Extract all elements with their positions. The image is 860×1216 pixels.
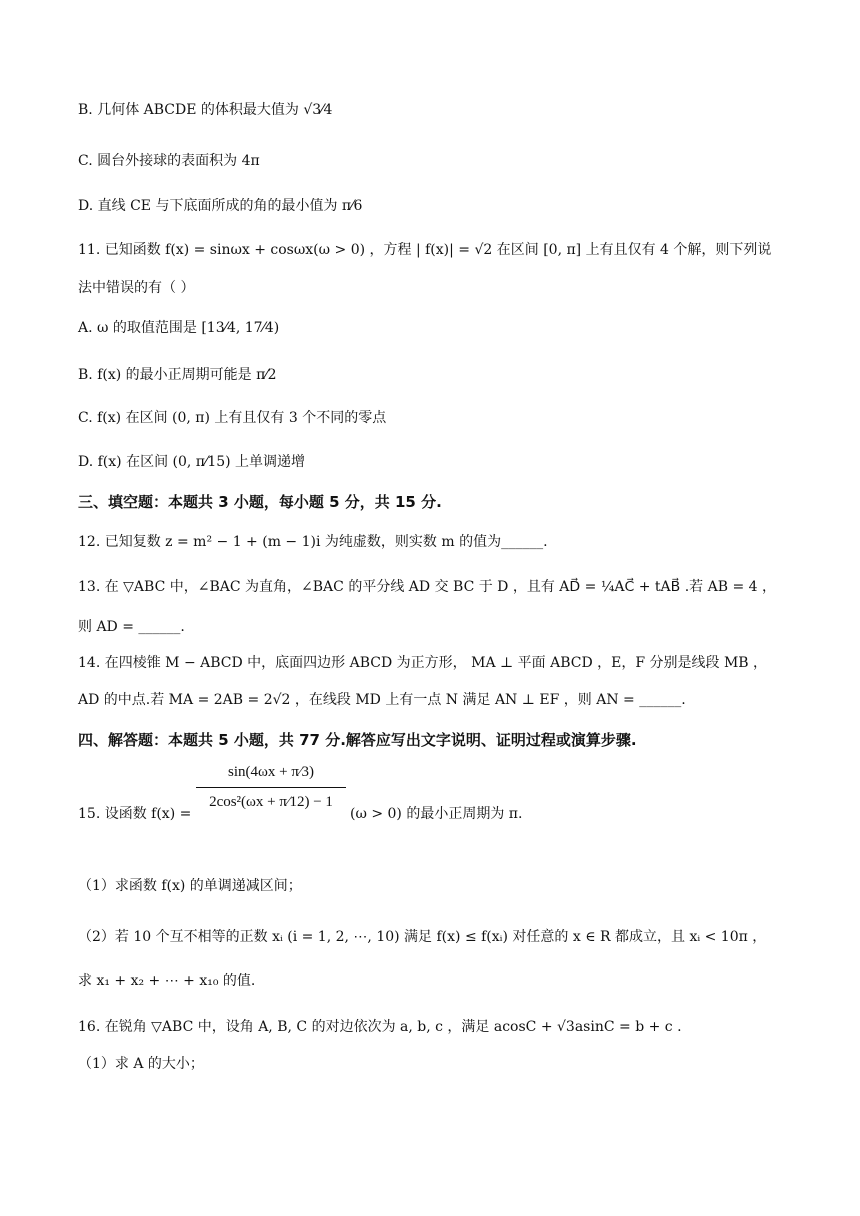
option-c-q10: C. 圆台外接球的表面积为 4π xyxy=(78,153,260,169)
option-d-q11: D. f(x) 在区间 (0, π⁄15) 上单调递增 xyxy=(78,454,306,470)
question-15-lead: 15. 设函数 f(x) = xyxy=(78,806,192,822)
question-11-stem-cont: 法中错误的有（ ） xyxy=(78,280,195,296)
question-15-part-2: （2）若 10 个互不相等的正数 xᵢ (i = 1, 2, ⋯, 10) 满足 f(x) ≤ f(xᵢ) 对任意的 x ∈ R 都成立，且 xᵢ < 10π ， xyxy=(78,929,767,945)
question-11-stem: 11. 已知函数 f(x) = sinωx + cosωx(ω > 0) ，方程 | f(x)| = √2 在区间 [0, π] 上有且仅有 4 个解，则下列说 xyxy=(78,242,772,258)
fraction-numerator: sin(4ωx + π⁄3) xyxy=(196,764,346,788)
option-b-q11: B. f(x) 的最小正周期可能是 π⁄2 xyxy=(78,367,277,383)
question-15-fraction xyxy=(196,764,346,811)
question-12: 12. 已知复数 z = m² − 1 + (m − 1)i 为纯虚数，则实数 m 的值为______. xyxy=(78,534,548,550)
question-16-part-1: （1）求 A 的大小； xyxy=(78,1056,204,1072)
option-b-q10: B. 几何体 ABCDE 的体积最大值为 √3⁄4 xyxy=(78,102,333,118)
option-c-q11: C. f(x) 在区间 (0, π) 上有且仅有 3 个不同的零点 xyxy=(78,410,387,426)
option-d-q10: D. 直线 CE 与下底面所成的角的最小值为 π⁄6 xyxy=(78,198,363,214)
section-3-heading: 三、填空题：本题共 3 小题，每小题 5 分，共 15 分. xyxy=(78,493,442,511)
question-16: 16. 在锐角 ▽ABC 中，设角 A, B, C 的对边依次为 a, b, c ，满足 acosC + √3asinC = b + c . xyxy=(78,1019,682,1035)
question-14-cont: AD 的中点.若 MA = 2AB = 2√2 ，在线段 MD 上有一点 N 满足 AN ⊥ EF ，则 AN = ______. xyxy=(78,692,686,708)
question-14: 14. 在四棱锥 M − ABCD 中，底面四边形 ABCD 为正方形， MA ⊥ 平面 ABCD ，E，F 分别是线段 MB ， xyxy=(78,655,768,671)
question-15-part-2-cont: 求 x₁ + x₂ + ⋯ + x₁₀ 的值. xyxy=(78,973,256,989)
question-15-part-1: （1）求函数 f(x) 的单调递减区间； xyxy=(78,878,302,894)
question-13: 13. 在 ▽ABC 中，∠BAC 为直角，∠BAC 的平分线 AD 交 BC 于 D ，且有 AD⃗ = ¼AC⃗ + tAB⃗ .若 AB = 4 ， xyxy=(78,579,776,595)
question-13-cont: 则 AD = ______. xyxy=(78,619,185,635)
fraction-denominator: 2cos²(ωx + π⁄12) − 1 xyxy=(209,794,333,810)
question-15-tail: (ω > 0) 的最小正周期为 π. xyxy=(350,806,523,822)
section-4-heading: 四、解答题：本题共 5 小题，共 77 分.解答应写出文字说明、证明过程或演算步骤. xyxy=(78,731,637,749)
option-a-q11: A. ω 的取值范围是 [13⁄4, 17⁄4) xyxy=(78,320,280,336)
